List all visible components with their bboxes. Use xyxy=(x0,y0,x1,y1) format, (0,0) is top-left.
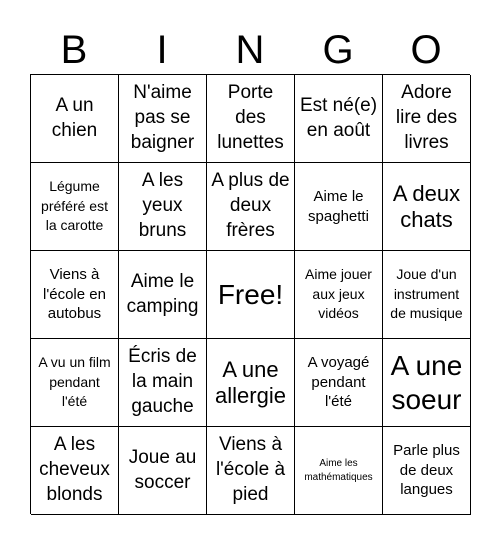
bingo-cell[interactable]: Légume préféré est la carotte xyxy=(31,163,119,251)
bingo-cell[interactable]: Adore lire des livres xyxy=(383,75,471,163)
bingo-cell[interactable]: Aime les mathématiques xyxy=(295,427,383,515)
bingo-cell[interactable]: A un chien xyxy=(31,75,119,163)
bingo-cell[interactable]: Aime le spaghetti xyxy=(295,163,383,251)
bingo-cell[interactable]: Parle plus de deux langues xyxy=(383,427,471,515)
bingo-cell[interactable]: Joue au soccer xyxy=(119,427,207,515)
header-letter-g: G xyxy=(322,28,354,72)
bingo-cell[interactable]: Aime le camping xyxy=(119,251,207,339)
bingo-cell[interactable]: Viens à l'école en autobus xyxy=(31,251,119,339)
free-cell[interactable]: Free! xyxy=(207,251,295,339)
bingo-cell[interactable]: Joue d'un instrument de musique xyxy=(383,251,471,339)
bingo-header xyxy=(30,26,470,74)
bingo-cell[interactable]: A les yeux bruns xyxy=(119,163,207,251)
header-letter-i: I xyxy=(156,28,168,72)
bingo-cell[interactable]: A une soeur xyxy=(383,339,471,427)
bingo-cell[interactable]: A une allergie xyxy=(207,339,295,427)
bingo-cell[interactable]: N'aime pas se baigner xyxy=(119,75,207,163)
header-letter-b: B xyxy=(60,28,88,72)
bingo-cell[interactable]: Est né(e) en août xyxy=(295,75,383,163)
bingo-cell[interactable]: A voyagé pendant l'été xyxy=(295,339,383,427)
header-letter-o: O xyxy=(410,28,442,72)
bingo-cell[interactable]: Porte des lunettes xyxy=(207,75,295,163)
header-letter-n: N xyxy=(235,28,265,72)
bingo-cell[interactable]: Écris de la main gauche xyxy=(119,339,207,427)
bingo-cell[interactable]: A plus de deux frères xyxy=(207,163,295,251)
bingo-cell[interactable]: Viens à l'école à pied xyxy=(207,427,295,515)
bingo-cell[interactable]: Aime jouer aux jeux vidéos xyxy=(295,251,383,339)
bingo-cell[interactable]: A les cheveux blonds xyxy=(31,427,119,515)
bingo-cell[interactable]: A deux chats xyxy=(383,163,471,251)
bingo-cell[interactable]: A vu un film pendant l'été xyxy=(31,339,119,427)
bingo-board xyxy=(30,74,470,514)
